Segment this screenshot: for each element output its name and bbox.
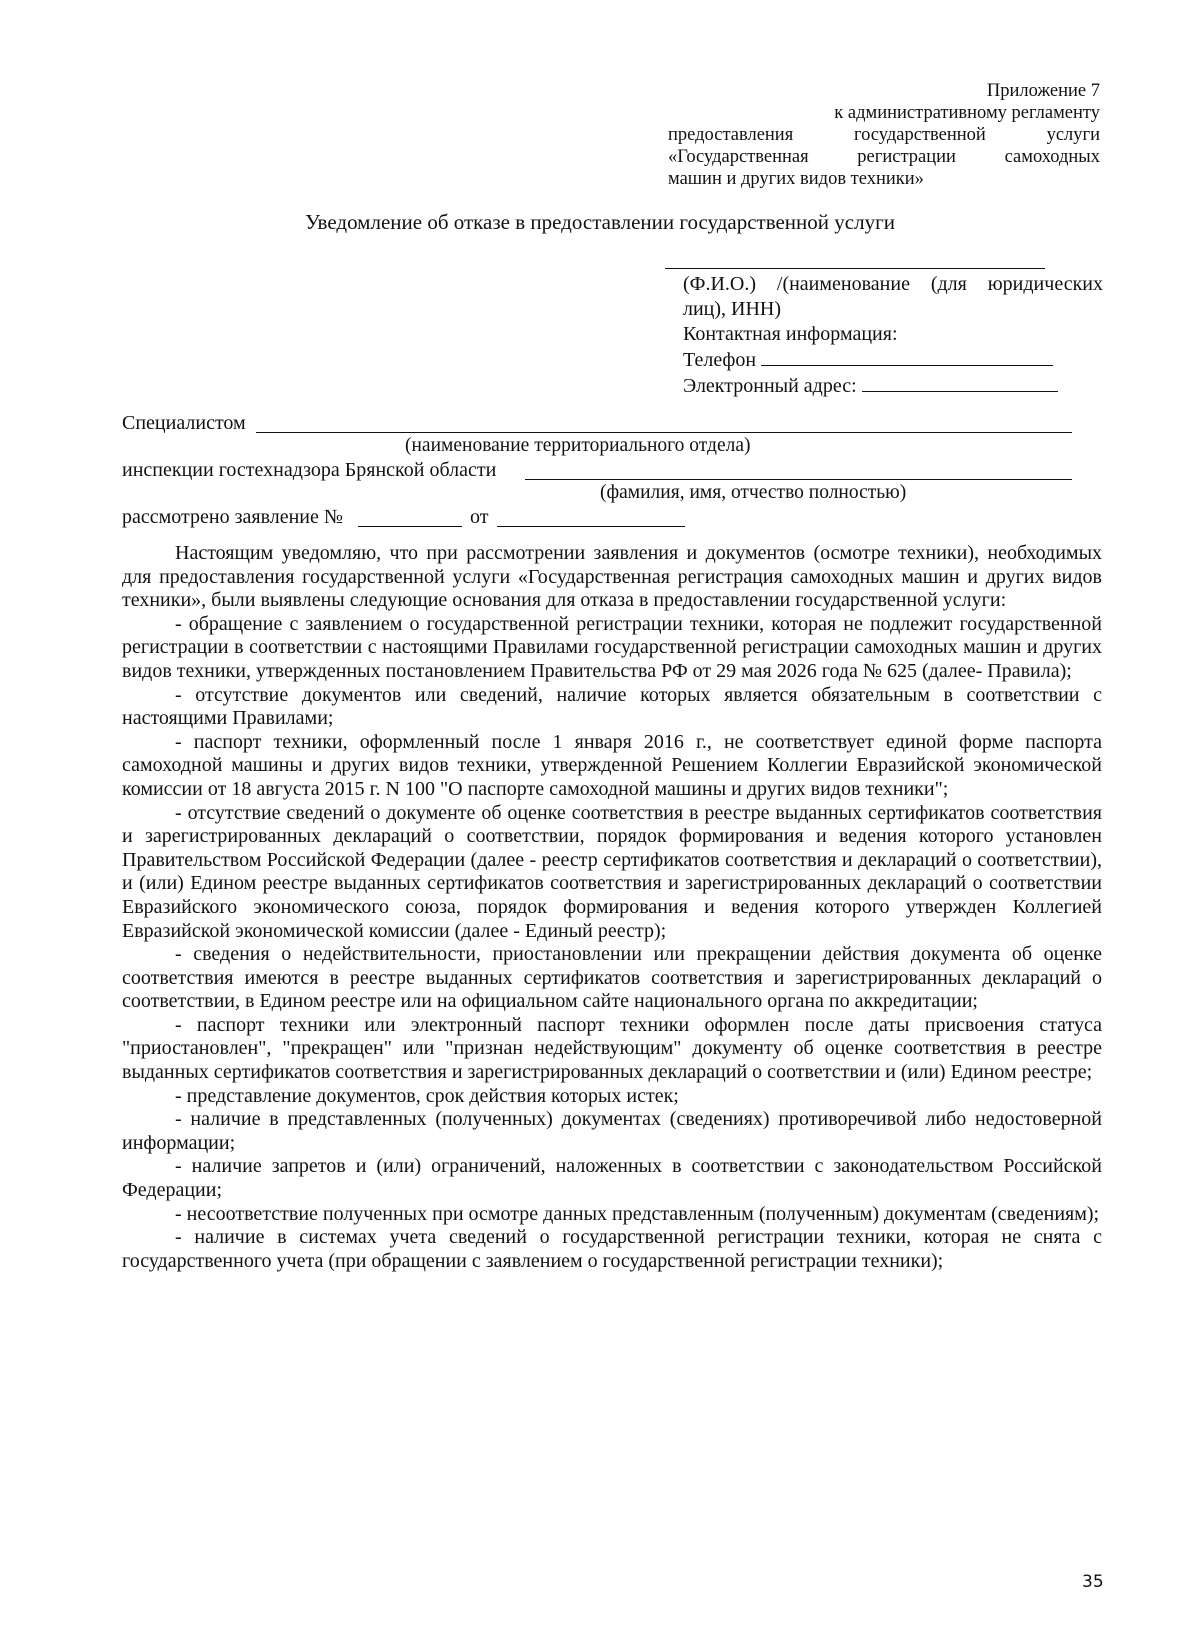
refusal-ground: - несоответствие полученных при осмотре данных представленным (полученным) документам (сведениям); [175,1202,1100,1225]
name-caption: (фамилия, имя, отчество полностью) [600,482,907,503]
email-label: Электронный адрес: [683,375,857,397]
appendix-number: Приложение 7 [986,81,1100,101]
email-field [862,373,1058,392]
appendix-reference-line: предоставления государственной услуги [668,125,1100,145]
inspection-label: инспекции гостехнадзора Брянской области [122,459,497,481]
phone-field [761,347,1053,366]
document-title: Уведомление об отказе в предоставлении государственной услуги [305,210,895,234]
refusal-ground: - наличие в системах учета сведений о государственной регистрации техники, которая не снята с государственного учета (при обращении с заявлением о государственной регистрации техники); [122,1226,1102,1272]
appendix-reference-line: к административному регламенту [834,103,1100,123]
refusal-ground: - сведения о недействительности, приостановлении или прекращении действия документа об оценке соответствия имеются в реестре выданных сертификатов соответствия и зарегистрированных деклараций о соответствии, в Едином реестре или на официальном сайте национального органа по аккредитации; [122,943,1102,1013]
refusal-ground: - наличие в представленных (полученных) документах (сведениях) противоречивой либо недостоверной информации; [122,1108,1102,1154]
appendix-reference-line: машин и других видов техники» [668,169,924,189]
contact-info-label: Контактная информация: [683,323,898,345]
refusal-ground: - отсутствие сведений о документе об оценке соответствия в реестре выданных сертификатов соответствия и зарегистрированных деклараций о соответствии, порядок формирования и ведения которого установлен Правительством Российской Федерации (далее - реестр сертификатов соответствия и деклараций о соответствии), и (или) Едином реестре выданных сертификатов соответствия и зарегистрированных деклараций о соответствии Евразийского экономического союза, порядок формирования и ведения которого утвержден Коллегией Евразийской экономической комиссии (далее - Единый реестр); [122,801,1102,942]
application-number-field [358,526,462,527]
specialist-blank-line [256,432,1072,433]
from-label: от [470,506,489,528]
application-date-field [497,526,685,527]
refusal-ground: - паспорт техники, оформленный после 1 января 2016 г., не соответствует единой форме паспорта самоходной машины и других видов техники, утвержденной Решением Коллегии Евразийской экономической комиссии от 18 августа 2015 г. N 100 "О паспорте самоходной машины и других видов техники"; [122,730,1102,800]
department-caption: (наименование территориального отдела) [405,435,751,456]
fio-caption: (Ф.И.О.) /(наименование (для юридических лиц), ИНН) [683,273,1103,320]
inspection-blank-line [525,479,1072,480]
page-number: 35 [1082,1572,1104,1592]
refusal-ground: - паспорт техники или электронный паспорт техники оформлен после даты присвоения статуса "приостановлен", "прекращен" или "признан недействующим" документу об оценке соответствия в реестре выданных сертификатов соответствия и зарегистрированных деклараций о соответствии и (или) Едином реестре; [122,1013,1102,1084]
intro-paragraph: Настоящим уведомляю, что при рассмотрении заявления и документов (осмотре техники), необходимых для предоставления государственной услуги «Государственная регистрация самоходных машин и других видов техники», были выявлены следующие основания для отказа в предоставлении государственной услуги: [122,542,1102,612]
notice-body [122,542,1102,1273]
phone-label: Телефон [683,349,757,371]
specialist-label: Специалистом [122,412,246,434]
appendix-reference-line: «Государственная регистрации самоходных [668,147,1100,167]
refusal-ground: - наличие запретов и (или) ограничений, наложенных в соответствии с законодательством Российской Федерации; [122,1155,1102,1202]
refusal-ground: - отсутствие документов или сведений, наличие которых является обязательным в соответствии с настоящими Правилами; [122,683,1102,730]
contact-block [683,272,1103,399]
fio-blank-line [665,268,1045,269]
refusal-ground: - представление документов, срок действия которых истек; [175,1084,679,1107]
application-label: рассмотрено заявление № [122,506,343,528]
refusal-ground: - обращение с заявлением о государственной регистрации техники, которая не подлежит государственной регистрации в соответствии с настоящими Правилами государственной регистрации самоходных машин и других видов техники, утвержденных постановлением Правительства РФ от 29 мая 2026 года № 625 (далее- Правила); [122,612,1102,682]
